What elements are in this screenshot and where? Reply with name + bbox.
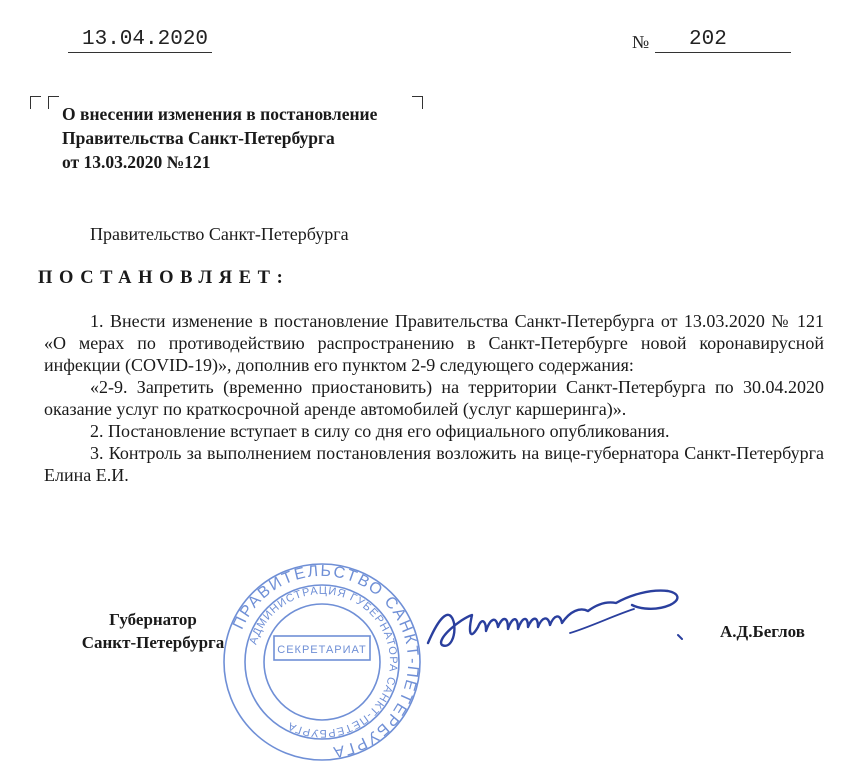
document-number: 202 [689, 28, 727, 51]
stamp-outer-text: ПРАВИТЕЛЬСТВО САНКТ-ПЕТЕРБУРГА [230, 562, 422, 761]
stamp-inner-text: АДМИНИСТРАЦИЯ ГУБЕРНАТОРА САНКТ-ПЕТЕРБУРГА [247, 584, 400, 740]
number-sign: № [632, 32, 650, 52]
title-line: О внесении изменения в постановление [62, 104, 378, 124]
paragraph-2: 2. Постановление вступает в силу со дня его официального опубликования. [90, 421, 670, 441]
document-number-field [655, 28, 791, 53]
paragraph-3: 3. Контроль за выполнением постановления возложить на вице-губернатора Санкт-Петербурга Елина Е.И. [44, 443, 824, 485]
signatory-title-line-1: Губернатор [109, 610, 197, 629]
paragraph-quote: «2-9. Запретить (временно приостановить) на территории Санкт-Петербурга по 30.04.2020 оказание услуг по краткосрочной аренде автомобилей (услуг каршеринга)». [44, 377, 824, 419]
svg-text:АДМИНИСТРАЦИЯ ГУБЕРНАТОРА САНК [247, 585, 399, 739]
official-stamp [222, 562, 422, 762]
title-line: от 13.03.2020 №121 [62, 152, 211, 172]
title-line: Правительства Санкт-Петербурга [62, 128, 335, 148]
paragraph-1: 1. Внести изменение в постановление Правительства Санкт-Петербурга от 13.03.2020 № 121 «О мерах по противодействию распространению в Санкт-Петербурге новой коронавирусной инфекции (COVID-19)», дополнив его пунктом 2-9 следующего содержания: [44, 311, 824, 375]
title-corner-mark-right [412, 96, 423, 109]
document-date: 13.04.2020 [82, 28, 209, 51]
title-corner-mark-left-inner [48, 96, 59, 109]
signatory-title [58, 608, 248, 654]
issuing-body: Правительство Санкт-Петербурга [90, 224, 349, 244]
document-date-field [68, 28, 212, 53]
signatory-title-line-2: Санкт-Петербурга [81, 633, 225, 652]
document-body [44, 310, 824, 486]
stamp-center-text: СЕКРЕТАРИАТ [277, 644, 367, 656]
resolves-heading: ПОСТАНОВЛЯЕТ: [38, 268, 290, 288]
title-corner-mark-left-outer [30, 96, 41, 109]
document-title [62, 102, 377, 174]
signatory-name: А.Д.Беглов [720, 622, 805, 641]
handwritten-signature [420, 575, 700, 665]
